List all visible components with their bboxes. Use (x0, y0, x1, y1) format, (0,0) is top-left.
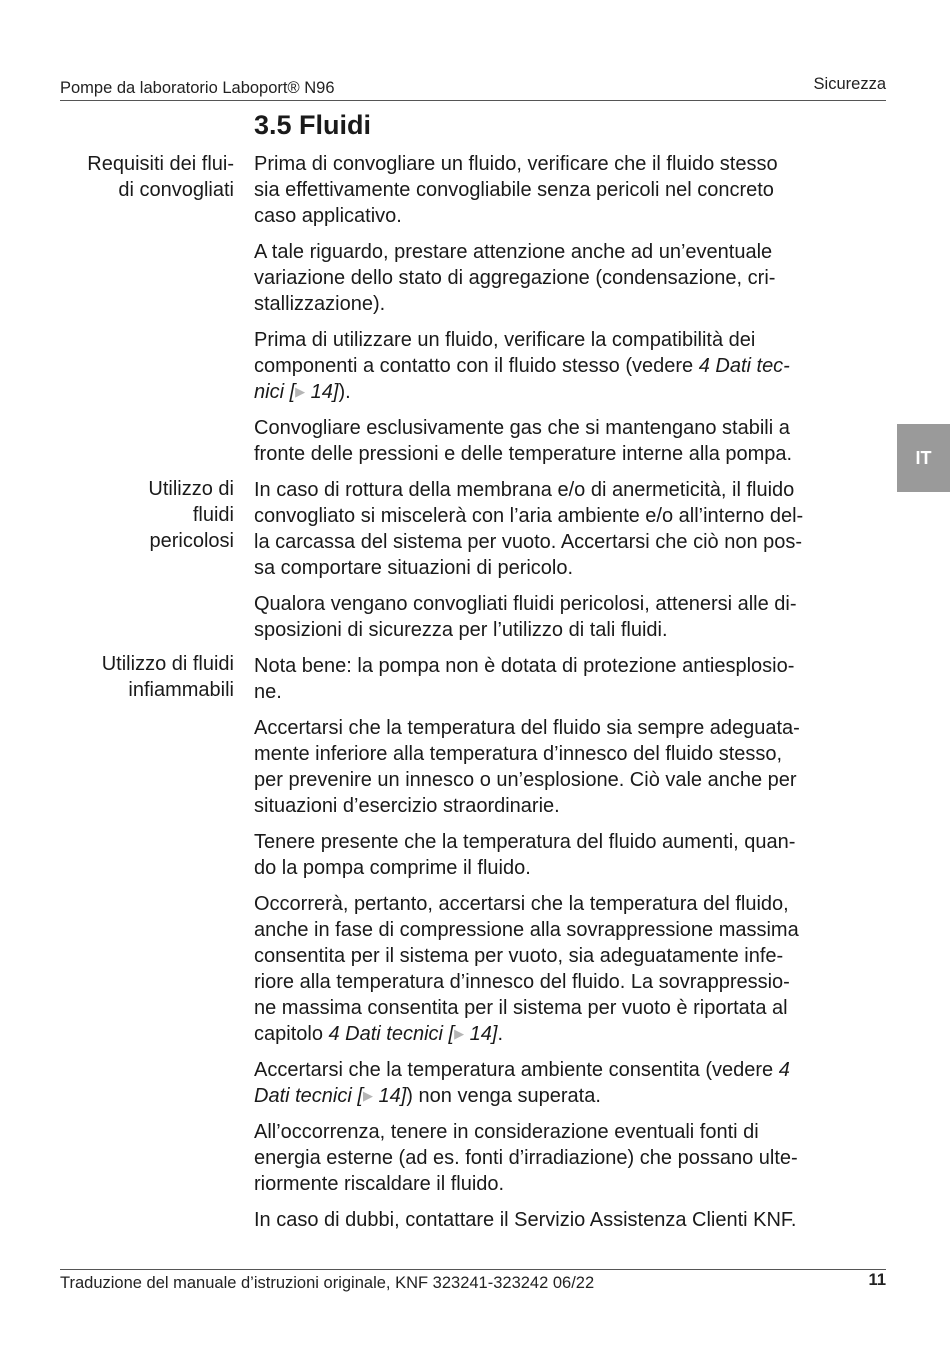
section-body (254, 151, 879, 1243)
header-document-title: Pompe da laboratorio Laboport® N96 (60, 79, 335, 97)
side-label-line: pericolosi (149, 530, 234, 552)
side-label-line: Utilizzo di fluidi (101, 653, 234, 675)
paragraph: Nota bene: la pompa non è dotata di protezione antiesplosio- ne. (254, 655, 795, 703)
paragraph: In caso di dubbi, contattare il Servizio Assistenza Clienti KNF. (254, 1209, 797, 1231)
paragraph: Prima di convogliare un fluido, verificare che il fluido stesso sia effettivamente convogliabile senza pericoli nel concreto caso applicativo. (254, 153, 778, 227)
side-label-line: Requisiti dei flui- (87, 153, 234, 175)
cross-reference-link[interactable]: 4 Dati tecnici [▶ 14] (328, 1023, 498, 1045)
paragraph: Tenere presente che la temperatura del fluido aumenti, quan- do la pompa comprime il fluido. (254, 831, 796, 879)
header-chapter-title: Sicurezza (813, 75, 886, 93)
cross-reference-link[interactable]: 4 (778, 1059, 790, 1081)
paragraph: Accertarsi che la temperatura del fluido sia sempre adeguata- mente inferiore alla temperatura d’innesco del fluido stesso, per prevenire un innesco o un’esplosione. Ciò vale anche per situazioni d’esercizio straordinarie. (254, 717, 800, 817)
page-header (60, 76, 886, 101)
paragraph: Qualora vengano convogliati fluidi pericolosi, attenersi alle di- sposizioni di sicurezza per l’utilizzo di tali fluidi. (254, 593, 797, 641)
language-tab: IT (897, 424, 950, 492)
paragraph: A tale riguardo, prestare attenzione anche ad un’eventuale variazione dello stato di aggregazione (condensazione, cri- stallizzazione). (254, 241, 776, 315)
side-label-line: di convogliati (118, 179, 234, 201)
paragraph: Accertarsi che la temperatura ambiente consentita (vedere 4 Dati tecnici [▶ 14]) non venga superata. (254, 1059, 790, 1107)
cross-reference-link[interactable]: 4 Dati tec- (698, 355, 790, 377)
page-arrow-icon: ▶ (295, 384, 306, 399)
paragraph: All’occorrenza, tenere in considerazione eventuali fonti di energia esterne (ad es. fonti d’irradiazione) che possano ulte- riormente riscaldare il fluido. (254, 1121, 798, 1195)
paragraph: Occorrerà, pertanto, accertarsi che la temperatura del fluido, anche in fase di compressione alla sovrappressione massima consentita per il sistema per vuoto, sia adeguatamente infe- riore alla temperatura d’innesco del fluido. La sovrappressio- ne massima consentita per il sistema per vuoto è riportata al capitolo 4 Dati tecnici [▶ 14]. (254, 893, 799, 1045)
side-label-requirements (40, 151, 234, 203)
side-label-hazardous-fluids (40, 476, 234, 554)
paragraph: In caso di rottura della membrana e/o di anermeticità, il fluido convogliato si miscelerà con l’aria ambiente e/o all’interno del- la carcassa del sistema per vuoto. Accertarsi che ciò non pos- sa comportare situazioni di pericolo. (254, 479, 804, 579)
footer-document-info: Traduzione del manuale d’istruzioni originale, KNF 323241-323242 06/22 (60, 1274, 595, 1292)
page-arrow-icon: ▶ (454, 1026, 465, 1041)
side-label-line: fluidi (192, 504, 234, 526)
page-footer (60, 1269, 886, 1296)
paragraph: Prima di utilizzare un fluido, verificare la compatibilità dei componenti a contatto con il fluido stesso (vedere 4 Dati tec- nici [▶ 14]). (254, 329, 790, 403)
cross-reference-link[interactable]: nici [▶ 14] (254, 381, 339, 403)
side-label-line: Utilizzo di (148, 478, 234, 500)
page-number: 11 (868, 1271, 886, 1289)
section-title: 3.5 Fluidi (254, 110, 372, 140)
paragraph: Convogliare esclusivamente gas che si mantengano stabili a fronte delle pressioni e delle temperature interne alla pompa. (254, 417, 793, 465)
side-label-flammable-fluids (40, 651, 234, 703)
page-arrow-icon: ▶ (362, 1088, 373, 1103)
side-label-line: infiammabili (128, 679, 234, 701)
cross-reference-link[interactable]: Dati tecnici [▶ 14] (254, 1085, 407, 1107)
